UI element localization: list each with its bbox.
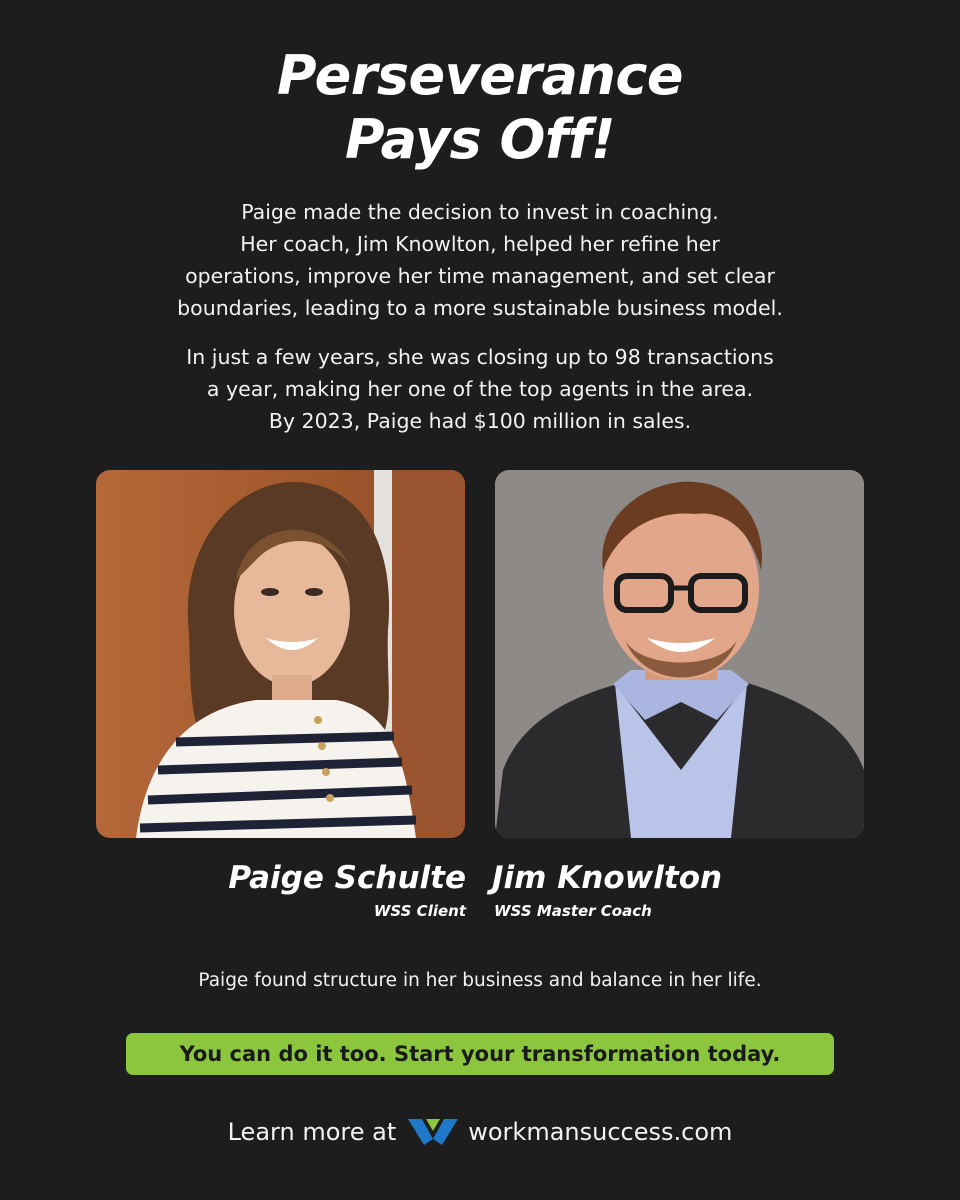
paragraph-line: Paige made the decision to invest in coaching. [241, 200, 719, 224]
coach-name: Jim Knowlton [492, 860, 723, 896]
cta-banner[interactable]: You can do it too. Start your transformation today. [126, 1033, 834, 1075]
workman-w-logo-icon [408, 1117, 458, 1147]
paragraph-line: In just a few years, she was closing up to 98 transactions [186, 345, 774, 369]
headline-line-1: Perseverance [276, 44, 684, 107]
client-role: WSS Client [373, 902, 466, 920]
tagline: Paige found structure in her business and balance in her life. [198, 970, 762, 991]
headline [0, 44, 960, 172]
paragraph-line: boundaries, leading to a more sustainable business model. [177, 296, 783, 320]
paragraph-line: a year, making her one of the top agents in the area. [206, 377, 754, 401]
story-paragraph-2 [0, 341, 960, 437]
website-link[interactable]: workmansuccess.com [468, 1118, 733, 1146]
paragraph-line: By 2023, Paige had $100 million in sales. [268, 409, 692, 433]
client-photo [96, 470, 465, 838]
coach-photo [495, 470, 864, 838]
client-name: Paige Schulte [228, 860, 466, 896]
paragraph-line: operations, improve her time management, and set clear [185, 264, 775, 288]
paragraph-line: Her coach, Jim Knowlton, helped her refine her [240, 232, 720, 256]
story-paragraph-1 [0, 196, 960, 324]
footer [0, 1112, 960, 1152]
coach-role: WSS Master Coach [494, 902, 652, 920]
headline-line-2: Pays Off! [344, 108, 616, 171]
footer-prefix: Learn more at [227, 1118, 397, 1146]
